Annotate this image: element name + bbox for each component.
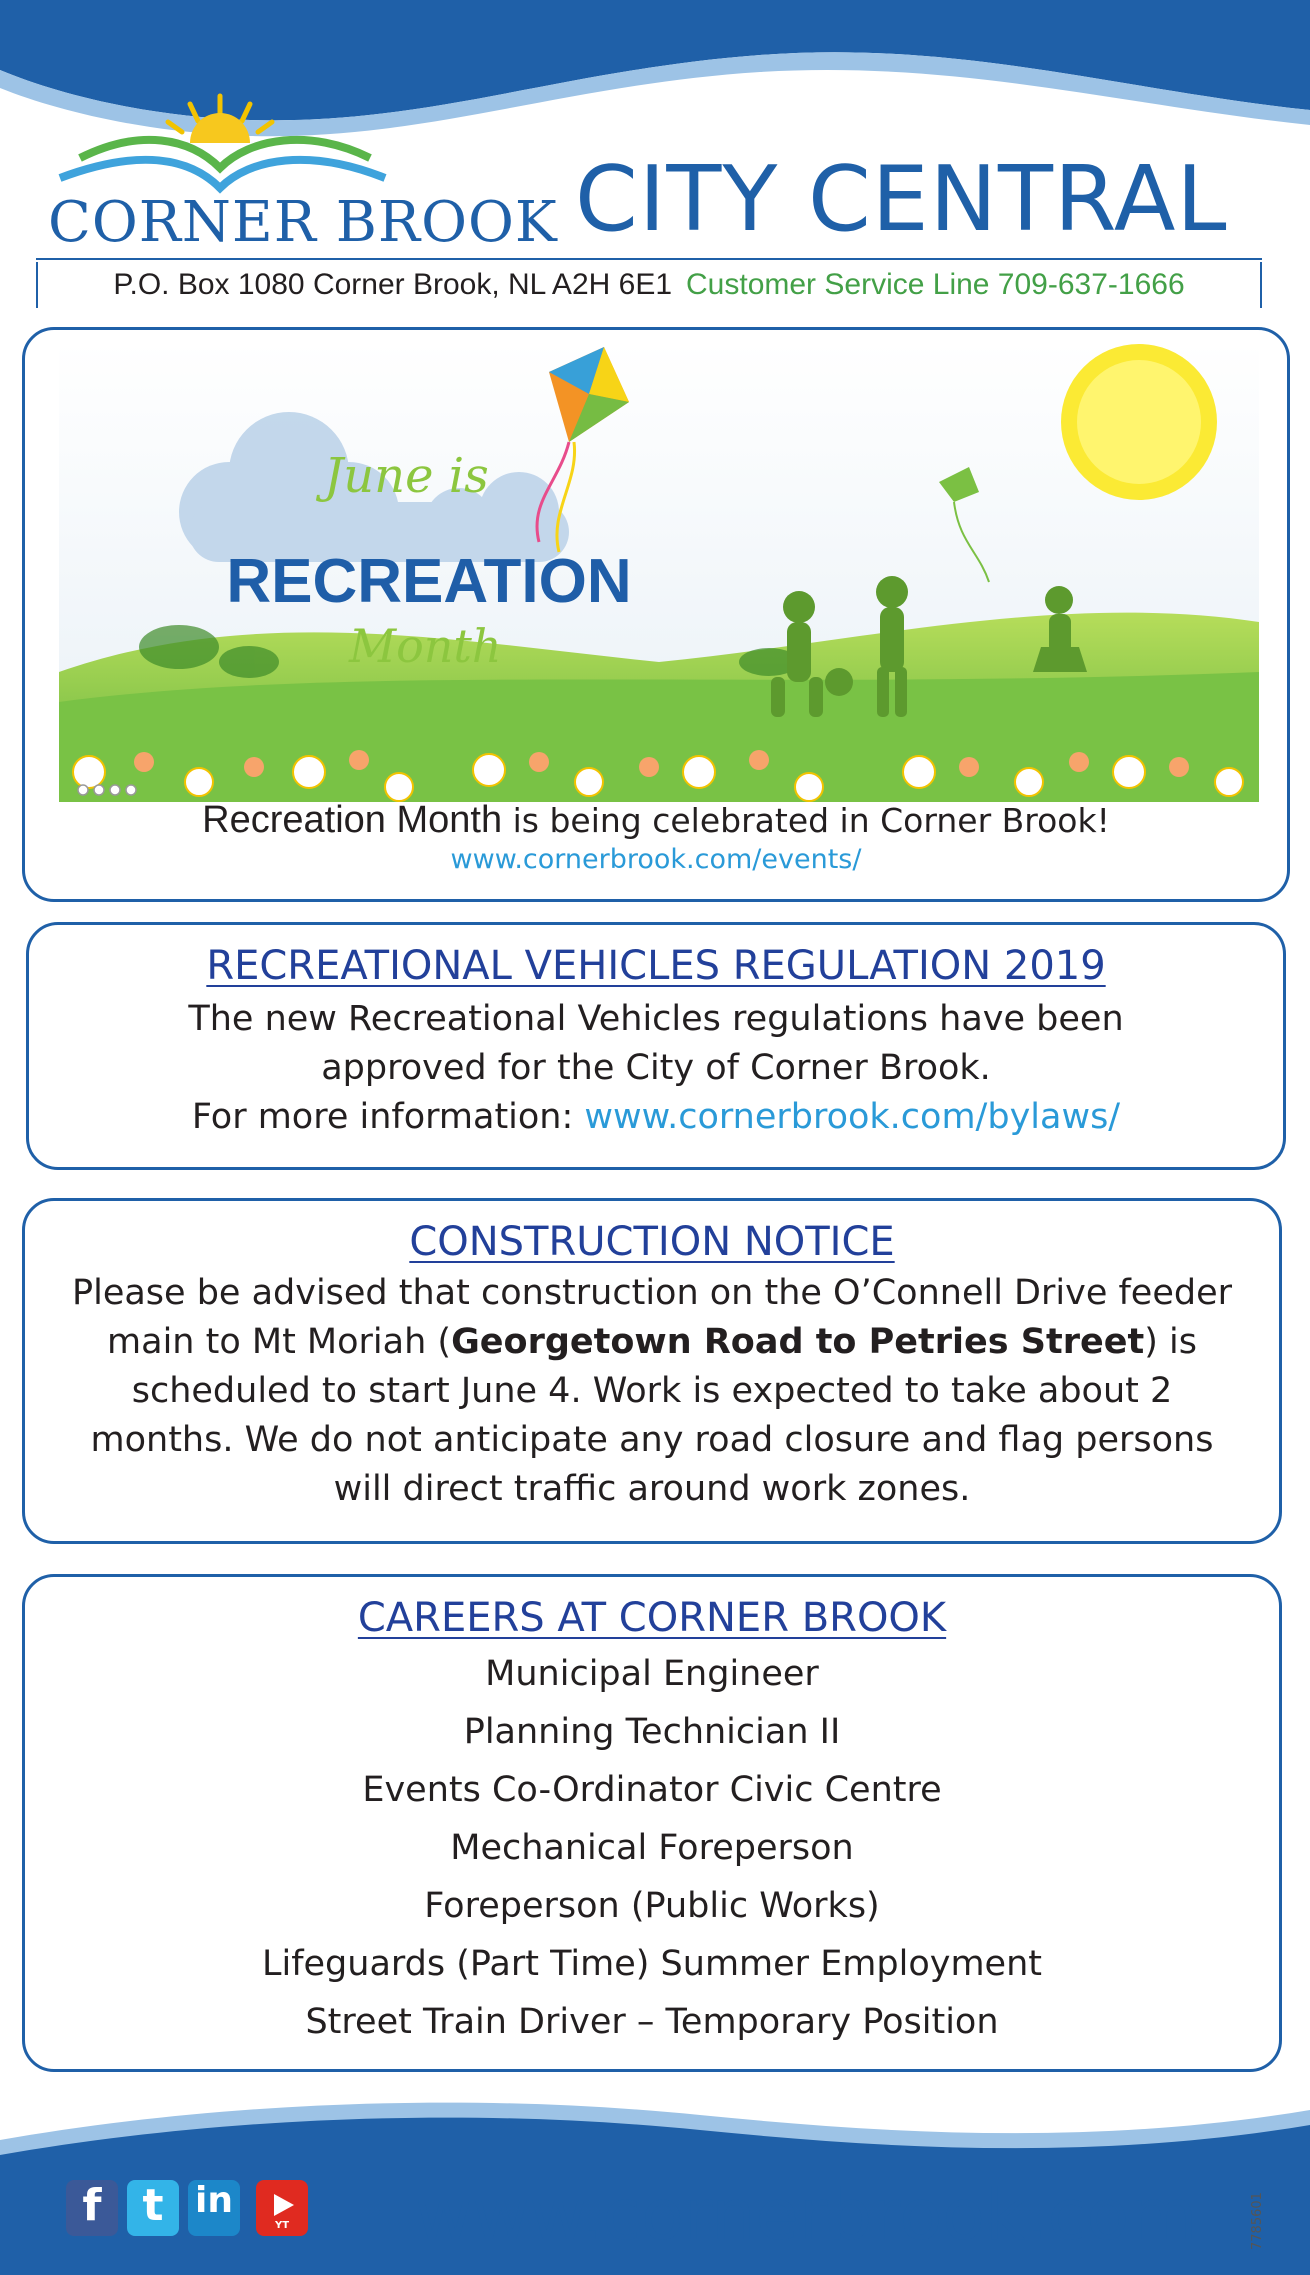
ad-id: 7785601: [1250, 2192, 1265, 2250]
construction-body: [69, 1269, 1235, 1514]
recreation-month-banner: [59, 342, 1259, 802]
construction-heading: CONSTRUCTION NOTICE: [409, 1219, 895, 1265]
career-item[interactable]: Planning Technician II: [463, 1712, 841, 1752]
construction-notice-box: [22, 1198, 1282, 1544]
rv-body: [29, 995, 1283, 1142]
career-item[interactable]: Lifeguards (Part Time) Summer Employment: [261, 1944, 1043, 1984]
careers-heading: CAREERS AT CORNER BROOK: [357, 1595, 947, 1641]
youtube-icon[interactable]: YT: [256, 2180, 308, 2236]
caption-rest: is being celebrated in Corner Brook!: [502, 801, 1110, 840]
rv-more-label: For more information:: [191, 1097, 585, 1137]
recreation-month-box: [22, 327, 1290, 902]
career-item[interactable]: Municipal Engineer: [485, 1654, 819, 1694]
logo-text: CORNER BROOK: [48, 190, 558, 255]
career-item[interactable]: Mechanical Foreperson: [450, 1828, 854, 1868]
construction-location: Georgetown Road to Petries Street: [451, 1322, 1145, 1362]
twitter-icon[interactable]: t: [127, 2180, 179, 2236]
caption-highlight: Recreation Month: [202, 799, 503, 841]
rv-line-1: The new Recreational Vehicles regulations have been: [188, 999, 1124, 1039]
contact-bar: [36, 262, 1262, 308]
linkedin-icon[interactable]: in: [188, 2180, 240, 2236]
career-item[interactable]: Events Co-Ordinator Civic Centre: [362, 1770, 942, 1810]
logo-graphic: [40, 88, 400, 198]
svg-text:June is: June is: [324, 448, 489, 504]
website-url[interactable]: www.cornerbrook.com: [415, 2174, 1198, 2256]
banner-caption: [25, 798, 1287, 843]
events-link[interactable]: www.cornerbrook.com/events/: [450, 844, 862, 875]
header-divider: [36, 258, 1262, 260]
rv-heading: RECREATIONAL VEHICLES REGULATION 2019: [206, 943, 1106, 989]
rv-line-2: approved for the City of Corner Brook.: [321, 1048, 991, 1088]
careers-box: [22, 1574, 1282, 2072]
play-icon: [270, 2192, 296, 2218]
rv-regulation-box: [26, 922, 1286, 1170]
careers-list: [25, 1645, 1279, 2051]
svg-text:RECREATION: RECREATION: [226, 547, 632, 616]
postal-address: P.O. Box 1080 Corner Brook, NL A2H 6E1: [113, 268, 673, 301]
facebook-icon[interactable]: f: [66, 2180, 118, 2236]
bylaws-link[interactable]: www.cornerbrook.com/bylaws/: [584, 1097, 1121, 1137]
career-item[interactable]: Street Train Driver – Temporary Position: [305, 2002, 999, 2042]
construction-text-2: ) is scheduled to start June 4. Work is expected to take about 2 months. We do not anticipate any road closure and flag persons will direct traffic around work zones.: [90, 1322, 1214, 1509]
svg-text:Month: Month: [349, 619, 502, 673]
customer-service-line[interactable]: Customer Service Line 709-637-1666: [686, 268, 1185, 301]
career-item[interactable]: Foreperson (Public Works): [424, 1886, 880, 1926]
rv-more-info: [29, 1093, 1283, 1142]
construction-text-1: Please be advised that construction on the O’Connell Drive feeder main to Mt Moriah (: [71, 1273, 1233, 1362]
page-title: CITY CENTRAL: [575, 147, 1228, 252]
